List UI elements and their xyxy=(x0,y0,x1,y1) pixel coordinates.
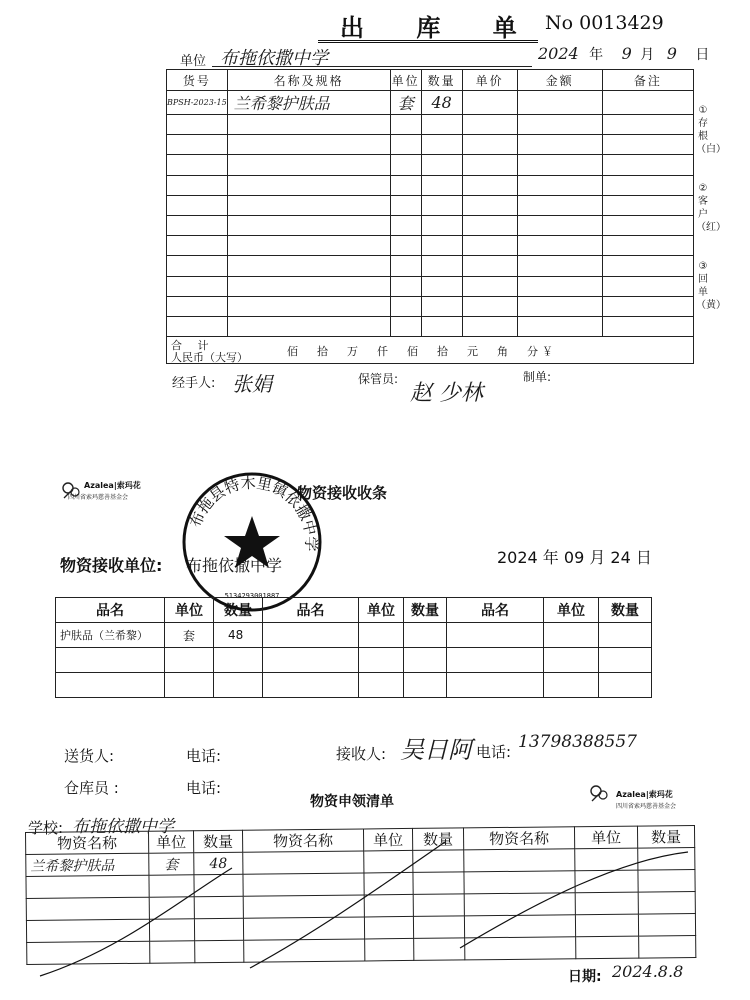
slip1-item-amount xyxy=(517,91,602,115)
slip2-header-cell: 数量 xyxy=(214,598,263,623)
table-row xyxy=(167,316,694,336)
slip2-receiver-phone: 13798388557 xyxy=(518,732,637,752)
slip3-header-cell: 单位 xyxy=(148,831,193,853)
slip1-unit-underline xyxy=(212,66,532,67)
slip1-header-cell: 单价 xyxy=(462,70,517,91)
slip3-date-value: 2024.8.8 xyxy=(612,962,684,981)
slip1-serial-number: No 0013429 xyxy=(545,12,664,34)
table-row xyxy=(167,215,694,235)
slip3-school-label: 学校: xyxy=(28,819,64,837)
slip1-item-price xyxy=(462,91,517,115)
table-row xyxy=(167,296,694,316)
slip2-header-cell: 品名 xyxy=(263,598,359,623)
slip2-deliverer-phone-label: 电话: xyxy=(186,747,222,765)
slip1-side-notes xyxy=(696,104,726,312)
slip1-date-year: 2024 xyxy=(538,44,579,63)
slip1-header-cell: 货号 xyxy=(167,70,228,91)
slip2-header-row xyxy=(56,598,652,623)
slip2-header-cell: 品名 xyxy=(447,598,544,623)
slip3-header-cell: 物资名称 xyxy=(463,827,574,850)
slip1-header-row xyxy=(167,70,694,91)
slip1-side-note: ③回单（黄） xyxy=(696,261,726,311)
slip3-header-cell: 单位 xyxy=(363,828,412,851)
table-row xyxy=(167,115,694,135)
slip2-stamp xyxy=(180,470,324,614)
slip3-table xyxy=(25,825,696,965)
slip1-keeper-signature: 赵 少林 xyxy=(410,381,483,406)
slip1-handler-signature: 张娟 xyxy=(232,372,272,396)
slip2-receiver-label: 接收人: xyxy=(336,745,387,763)
table-row xyxy=(167,276,694,296)
slip1-maker-label: 制单: xyxy=(523,370,552,384)
slip2-date: 2024 年 09 月 24 日 xyxy=(497,548,652,567)
table-row xyxy=(167,155,694,175)
slip1-header-cell: 数量 xyxy=(421,70,462,91)
slip1-item-note xyxy=(602,91,693,115)
slip2-stamp-text: 布拖县特木里镇依撒中学 xyxy=(186,473,321,552)
slip1-title-underline xyxy=(318,40,538,43)
slip3-date-label: 日期: xyxy=(568,969,602,985)
slip2-warehouse-phone-label: 电话: xyxy=(186,779,222,797)
azalea-flower-icon xyxy=(588,783,610,805)
slip1-header-cell: 单位 xyxy=(390,70,421,91)
slip2-logo-subtitle: 四川省索玛慈善基金会 xyxy=(68,494,129,501)
slip1-unit-value: 布拖依撒中学 xyxy=(220,48,328,69)
table-row xyxy=(56,648,652,673)
slip2-title: 物资接收收条 xyxy=(297,484,388,502)
slip1-header-cell: 名称及规格 xyxy=(227,70,390,91)
slip3-header-cell: 单位 xyxy=(574,826,637,849)
slip2-warehouse-label: 仓库员 : xyxy=(64,779,119,797)
table-row xyxy=(56,623,652,648)
slip3-header-cell: 数量 xyxy=(412,828,463,851)
slip1-handler-label: 经手人: xyxy=(172,376,216,391)
slip3-item-qty: 48 xyxy=(194,852,243,875)
table-row xyxy=(167,256,694,276)
slip3-item-unit: 套 xyxy=(149,853,194,875)
slip1-date-month: 9 xyxy=(621,44,632,63)
slip1-rmb-label: 人民币（大写） xyxy=(171,351,248,365)
slip3-header-cell: 数量 xyxy=(193,830,242,853)
slip1-item-qty: 48 xyxy=(421,91,462,115)
slip2-item-qty: 48 xyxy=(214,623,263,648)
slip2-recv-unit-value: 布拖依撒中学 xyxy=(186,556,283,575)
slip1-item-code: BPSH-2023-15 xyxy=(167,91,228,115)
slip1-keeper-label: 保管员: xyxy=(358,372,399,386)
slip2-recv-unit-label: 物资接收单位: xyxy=(60,556,163,575)
slip1-title: 出 库 单 xyxy=(340,14,539,42)
slip2-header-cell: 单位 xyxy=(165,598,214,623)
table-row xyxy=(167,91,694,115)
slip1-table xyxy=(166,69,694,364)
slip2-receiver-phone-label: 电话: xyxy=(476,743,512,761)
slip2-logo-text: Azalea|索玛花 xyxy=(84,481,141,490)
table-row xyxy=(167,135,694,155)
slip1-header-cell: 备注 xyxy=(602,70,693,91)
slip3-item-name: 兰希黎护肤品 xyxy=(26,853,149,876)
slip2-header-cell: 单位 xyxy=(359,598,404,623)
slip1-month-label: 月 xyxy=(640,47,655,63)
slip2-table xyxy=(55,597,652,698)
slip2-deliverer-label: 送货人: xyxy=(64,747,115,765)
slip1-side-note: ①存根（白） xyxy=(696,105,726,155)
slip2-header-cell: 数量 xyxy=(404,598,447,623)
slip3-logo-text: Azalea|索玛花 xyxy=(616,790,673,799)
slip2-receiver-signature: 吴日阿 xyxy=(400,736,472,764)
slip1-date xyxy=(538,44,709,64)
slip1-total-label: 合 计 xyxy=(171,339,215,353)
slip1-total-row xyxy=(167,337,694,364)
official-seal-icon xyxy=(180,470,324,614)
slip2-header-cell: 数量 xyxy=(599,598,652,623)
slip2-item-name: 护肤品（兰希黎） xyxy=(56,623,165,648)
table-row xyxy=(167,195,694,215)
slip2-header-cell: 品名 xyxy=(56,598,165,623)
slip3-header-cell: 数量 xyxy=(637,825,694,848)
slip3-logo-subtitle: 四川省索玛慈善基金会 xyxy=(616,803,677,810)
slip2-item-unit: 套 xyxy=(165,623,214,648)
table-row xyxy=(167,175,694,195)
slip1-amount-units: 佰 拾 万 仟 佰 拾 元 角 分￥ xyxy=(287,345,557,359)
slip1-header-cell: 金额 xyxy=(517,70,602,91)
slip2-header-cell: 单位 xyxy=(544,598,599,623)
slip3-title: 物资申领清单 xyxy=(310,794,394,810)
slip3-school-value: 布拖依撒中学 xyxy=(72,817,174,837)
slip1-item-name: 兰希黎护肤品 xyxy=(227,91,390,115)
slip1-day-label: 日 xyxy=(695,47,710,63)
table-row xyxy=(56,673,652,698)
slip2-stamp-number: 5134293001887 xyxy=(224,592,280,600)
slip1-date-day: 9 xyxy=(666,44,677,63)
slip1-side-note: ②客户（红） xyxy=(696,183,726,233)
slip3-header-cell: 物资名称 xyxy=(26,831,149,854)
slip1-item-unit: 套 xyxy=(390,91,421,115)
slip1-year-label: 年 xyxy=(589,47,604,63)
table-row xyxy=(167,236,694,256)
slip1-unit-label: 单位 xyxy=(180,54,207,69)
slip3-header-cell: 物资名称 xyxy=(242,829,363,852)
